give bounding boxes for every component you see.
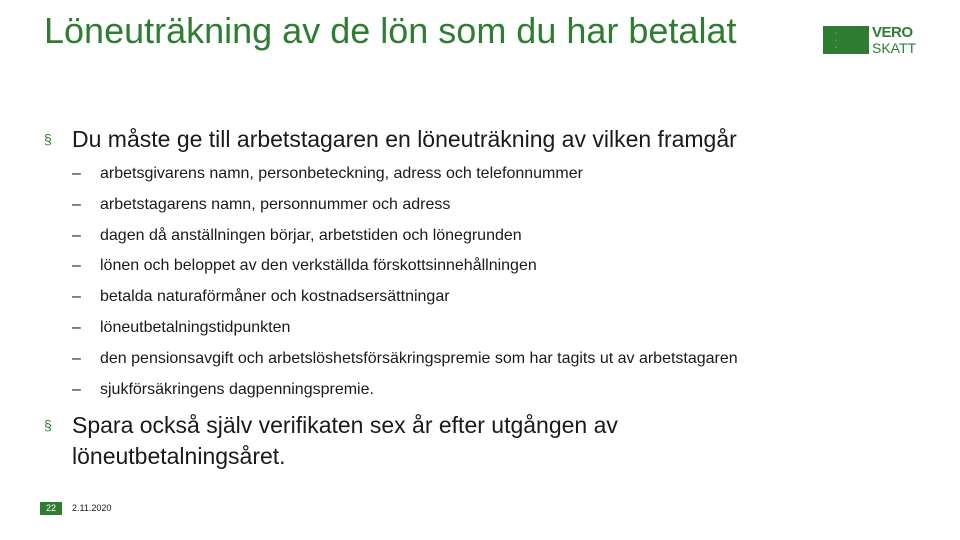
sub-bullet-text: arbetstagarens namn, personnummer och adress [100,195,451,213]
sub-bullet-text: arbetsgivarens namn, personbeteckning, adress och telefonnummer [100,165,583,182]
vero-skatt-logo [823,26,923,56]
sub-bullet-list [72,160,932,406]
bullet-item-keep-records [44,410,924,472]
sub-bullet-text: dagen då anställningen börjar, arbetstiden och lönegrunden [100,226,522,244]
bullet-marker-icon: § [44,417,52,433]
dash-marker-icon: – [72,195,81,213]
sub-bullet-text: lönen och beloppet av den verkställda förskottsinnehållningen [100,257,537,275]
logo-text-vero: VERO [872,24,913,41]
bullet-item-requirements [44,124,924,155]
dash-marker-icon: – [72,380,81,398]
dash-marker-icon: – [72,257,81,275]
logo-mark-icon [823,26,869,54]
sub-bullet-item [72,191,932,222]
logo-dots-icon: · · · [835,30,838,51]
dash-marker-icon: – [72,165,81,182]
bullet-text: Spara också själv verifikaten sex år efter utgången av löneutbetalningsåret. [72,412,618,469]
dash-marker-icon: – [72,226,81,244]
bullet-marker-icon: § [44,131,52,147]
dash-marker-icon: – [72,349,81,367]
sub-bullet-item [72,283,932,314]
sub-bullet-item [72,222,932,253]
sub-bullet-text: den pensionsavgift och arbetslöshetsförsäkringspremie som har tagits ut av arbetstagaren [100,349,738,367]
sub-bullet-item [72,160,932,191]
sub-bullet-text: sjukförsäkringens dagpenningspremie. [100,380,374,398]
slide-page-number: 22 [40,502,62,515]
sub-bullet-item [72,345,932,376]
bullet-text: Du måste ge till arbetstagaren en löneuträkning av vilken framgår [72,126,737,152]
slide-date: 2.11.2020 [72,503,112,513]
sub-bullet-text: betalda naturaförmåner och kostnadsersättningar [100,288,450,306]
sub-bullet-item [72,314,932,345]
sub-bullet-item [72,252,932,283]
sub-bullet-item [72,376,932,407]
dash-marker-icon: – [72,318,81,336]
logo-text-skatt: SKATT [872,40,917,56]
sub-bullet-text: löneutbetalningstidpunkten [100,318,291,336]
slide-title: Löneuträkning av de lön som du har betalat [44,10,737,51]
dash-marker-icon: – [72,288,81,306]
